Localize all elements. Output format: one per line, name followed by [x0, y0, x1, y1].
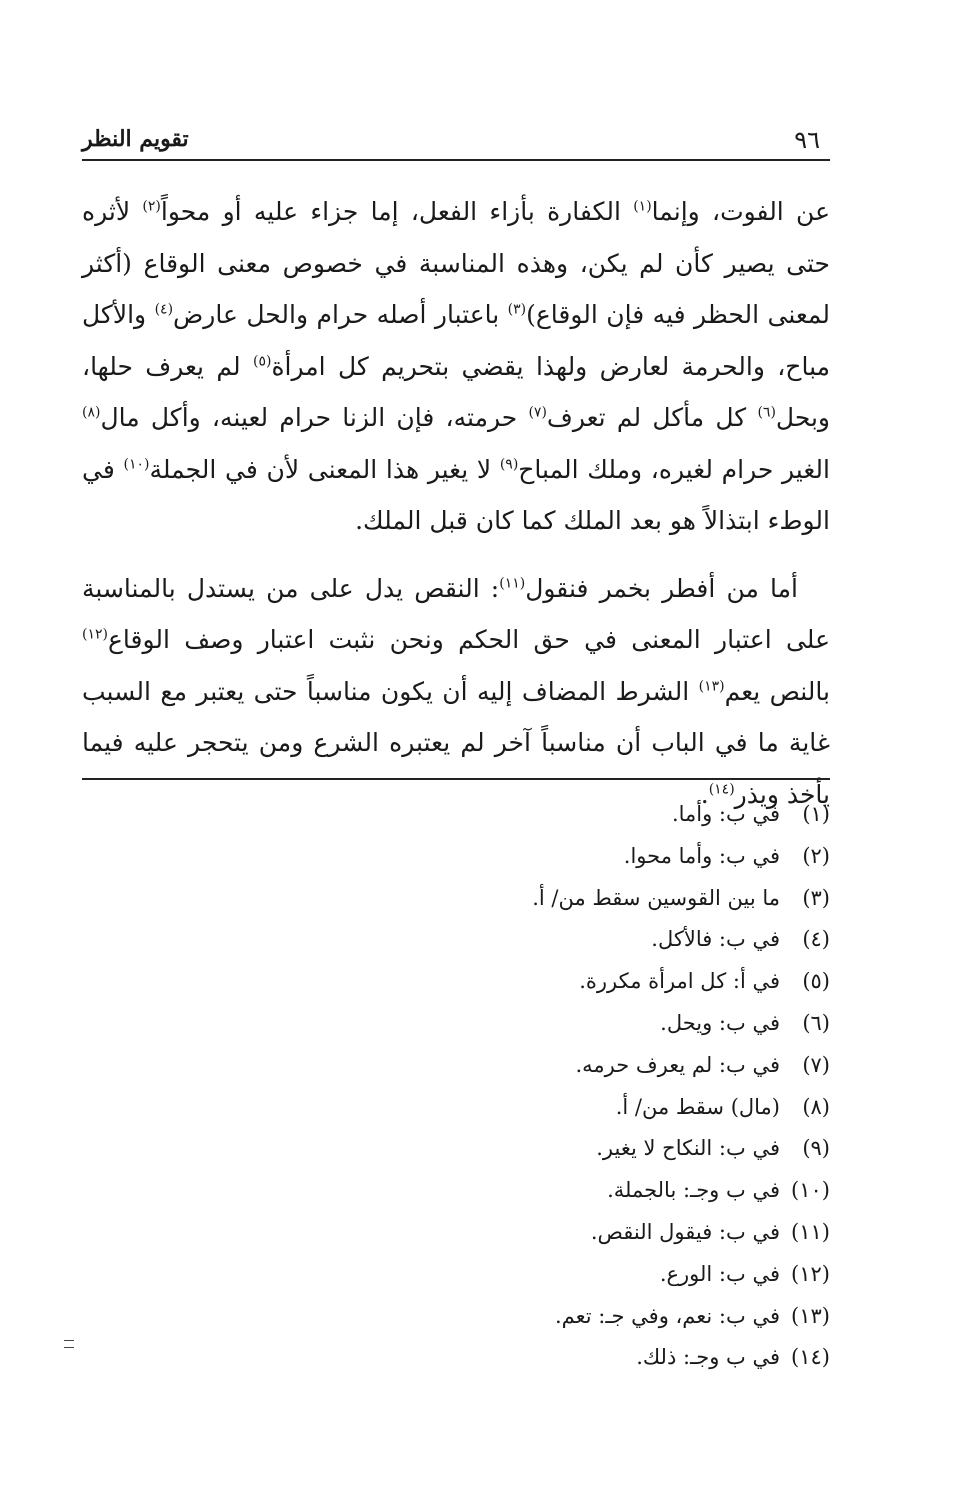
footnote-marker: (١٠): [123, 456, 150, 473]
footnote-number: (١): [802, 802, 830, 826]
footnote-marker: (١٤): [708, 781, 735, 798]
text-run: : النقص يدل على من يستدل بالمناسبة على اعتبار المعنى في حق الحكم ونحن نثبت اعتبار وصف الوقاع: [82, 573, 830, 654]
footnote-marker: (٤): [154, 301, 174, 318]
footnote-marker: (١٣): [698, 678, 725, 695]
footnote-number: (١١): [791, 1219, 830, 1244]
footnote-number: (٣): [802, 885, 830, 910]
text-run: أما من أفطر بخمر فنقول: [525, 573, 798, 603]
footnote-marker: (١): [633, 198, 652, 215]
footnote-text: في ب: النكاح لا يغير.: [596, 1136, 780, 1161]
text-run: الغير حرام لغيره، وملك المباح: [518, 454, 830, 484]
footnote-number: (٨): [802, 1094, 830, 1119]
footnote-marker: (٨): [82, 404, 101, 421]
text-run: لأثره حتى يصير كأن لم يكن، وهذه المناسبة في خصوص معنى الوقاع (أكثر لمعنى الحظر فيه فإن الوقاع): [82, 197, 830, 329]
footnote-item: [82, 1296, 830, 1338]
footnote-number: (٢): [802, 843, 830, 868]
footnote-number: (٧): [802, 1052, 830, 1077]
text-run: بالنص يعم: [724, 676, 830, 706]
footnote-text: في ب: ويحل.: [660, 1010, 780, 1035]
footnote-text: في ب: وأما محوا.: [623, 843, 780, 868]
paragraph: [82, 563, 830, 821]
text-run: باعتبار أصله حرام والحل عارض: [173, 300, 508, 329]
paragraph: [82, 186, 830, 547]
footnote-marker: (٩): [499, 456, 519, 473]
text-run: والأكل مباح، والحرمة لعارض ولهذا يقضي بتحريم كل امرأة: [82, 300, 830, 381]
footnote-item: [82, 794, 830, 836]
margin-mark: [64, 1340, 74, 1348]
footnote-number: (٩): [802, 1136, 830, 1161]
page-number: ٩٦: [794, 126, 820, 154]
footnote-number: (٤): [802, 927, 830, 952]
text-run: لا يغير هذا المعنى لأن في الجملة: [149, 454, 500, 484]
footnote-divider: [82, 778, 830, 780]
footnote-text: في ب وجـ: بالجملة.: [607, 1178, 780, 1203]
text-run: حرمته، فإن الزنا حرام لعينه، وأكل مال: [100, 403, 529, 432]
text-run: .: [700, 779, 709, 809]
footnote-number: (١٤): [791, 1345, 830, 1370]
footnote-item: [82, 1337, 830, 1379]
footnote-text: (مال) سقط من/ أ.: [615, 1094, 780, 1119]
footnote-text: في ب: وأما.: [671, 802, 780, 826]
footnote-item: [82, 878, 830, 920]
footnote-marker: (٢): [142, 198, 161, 215]
running-title: تقويم النظر: [82, 126, 189, 152]
text-run: لم يعرف حلها، وبحل: [82, 351, 831, 432]
header-divider: [82, 159, 830, 161]
footnote-text: ما بين القوسين سقط من/ أ.: [532, 885, 780, 910]
footnote-item: [82, 1045, 830, 1087]
footnote-marker: (٧): [528, 404, 547, 421]
text-run: عن الفوت، وإنما: [651, 197, 831, 226]
footnote-number: (١٠): [791, 1178, 830, 1203]
footnote-item: [82, 1087, 830, 1129]
footnote-item: [82, 1128, 830, 1170]
footnote-text: في ب: فيقول النقص.: [590, 1219, 780, 1244]
text-run: الشرط المضاف إليه أن يكون مناسباً حتى يعتبر مع السبب غاية ما في الباب أن مناسباً آخر لم يعتبره الشرع ومن يتحجر عليه فيما يأخذ ويذر: [82, 676, 830, 809]
footnote-text: في ب: الورع.: [659, 1261, 780, 1286]
footnote-text: في ب: لم يعرف حرمه.: [575, 1052, 780, 1077]
footnote-item: [82, 1212, 830, 1254]
text-run: في الوطء ابتذالاً هو بعد الملك كما كان قبل الملك.: [82, 454, 830, 535]
footnote-marker: (٥): [252, 353, 272, 370]
footnote-list: [82, 794, 830, 1379]
footnote-number: (٦): [802, 1010, 830, 1035]
text-run: الكفارة بأزاء الفعل، إما جزاء عليه أو محواً: [160, 197, 634, 226]
footnote-text: في أ: كل امرأة مكررة.: [579, 969, 780, 994]
footnote-text: في ب وجـ: ذلك.: [636, 1345, 780, 1370]
footnote-number: (١٢): [791, 1261, 830, 1286]
main-text: [82, 186, 830, 820]
footnote-item: [82, 961, 830, 1003]
footnote-item: [82, 1170, 830, 1212]
footnote-text: في ب: نعم، وفي جـ: تعم.: [554, 1303, 780, 1328]
footnote-marker: (١١): [499, 575, 526, 592]
footnote-marker: (٦): [757, 404, 776, 421]
footnote-marker: (١٢): [82, 626, 108, 643]
footnote-marker: (٣): [507, 301, 527, 318]
footnote-item: [82, 919, 830, 961]
footnote-item: [82, 1003, 830, 1045]
footnote-text: في ب: فالأكل.: [651, 927, 780, 952]
footnote-item: [82, 836, 830, 878]
footnote-number: (٥): [802, 969, 830, 994]
text-run: كل مأكل لم تعرف: [546, 403, 758, 432]
page-header: [82, 120, 830, 156]
footnote-item: [82, 1254, 830, 1296]
footnote-number: (١٣): [791, 1303, 830, 1328]
